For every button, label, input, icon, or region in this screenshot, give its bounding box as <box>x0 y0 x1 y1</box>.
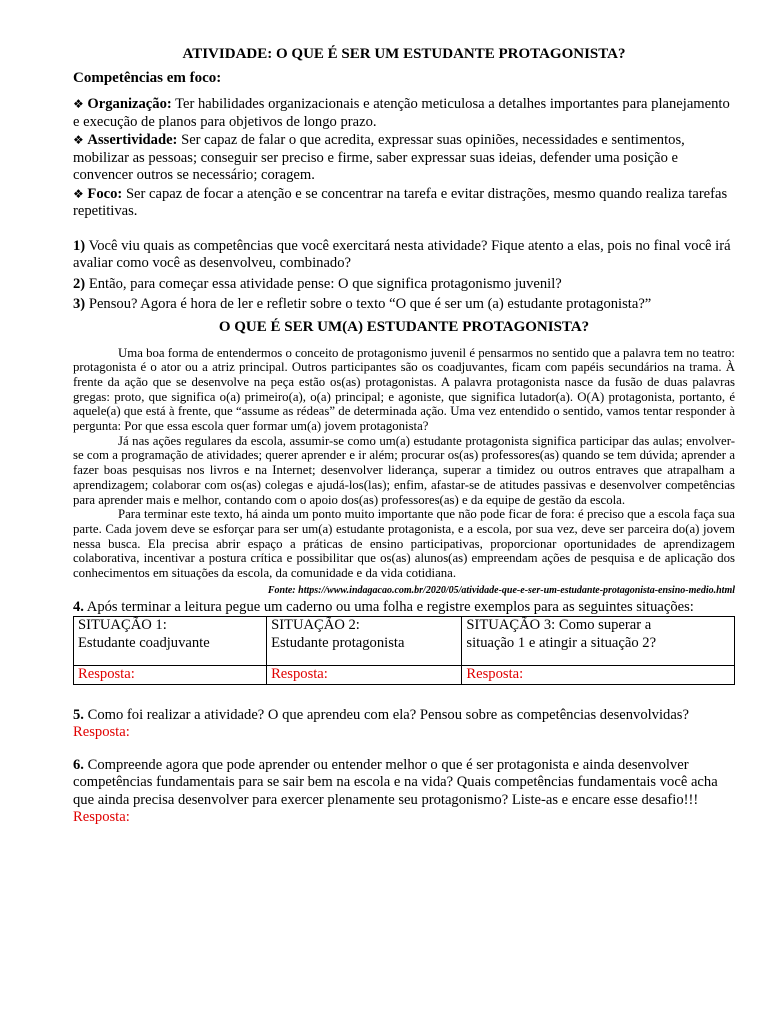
situation-2-cell <box>267 617 462 666</box>
question-2 <box>73 276 735 294</box>
question-6 <box>73 757 735 810</box>
answer-cell-1[interactable]: Resposta: <box>74 666 267 685</box>
question-number: 5. <box>73 706 84 723</box>
question-4 <box>73 599 735 617</box>
competencia-term: Foco: <box>87 185 123 202</box>
competencia-desc: Ser capaz de focar a atenção e se concentrar na tarefa e evitar distrações, mesmo quando realiza tarefas repetitivas. <box>73 185 728 219</box>
article-paragraph: Uma boa forma de entendermos o conceito de protagonismo juvenil é pensarmos no sentido que a palavra tem no teatro: protagonista é o ator ou a atriz principal. Outros participantes são os coadjuvantes, ficam com papéis secundários na trama. À frente da ação que se desenvolve na peça estão os(as) protagonistas. A palavra protagonista nasce da fusão de duas palavras gregas: proto, que significa o(a) primeiro(a), o(a) principal; e agoniste, que significa lutador(a). O(A) protagonista, portanto, é aquele(a) que está à frente, que “assume as rédeas” de determinada ação. Uma vez entendido o sentido, vamos tentar responder à pergunta: Por que essa escola quer formar um(a) jovem protagonista? <box>73 345 735 434</box>
situation-title: SITUAÇÃO 1: <box>78 617 167 634</box>
competencia-desc: Ter habilidades organizacionais e atenção meticulosa a detalhes importantes para planejamento e execução de planos para objetivos de longo prazo. <box>73 96 730 130</box>
article-paragraph: Para terminar este texto, há ainda um ponto muito importante que não pode ficar de fora: é preciso que a escola faça sua parte. Cada jovem deve se esforçar para ser um(a) estudante protagonista, e a escola, por sua vez, deve ser parceira do(a) jovem nessa busca. Ela precisa abrir espaço a práticas de ensino participativas, proporcionar oportunidades de aprendizagem colaborativa, incentivar a postura crítica e possibilitar que os(as) alunos(as) empreendam ações de pesquisa e de aplicação dos conhecimentos em situações da escola, da comunidade e da vida cotidiana. <box>73 507 735 581</box>
answer-label-5[interactable]: Resposta: <box>73 724 130 741</box>
question-5 <box>73 707 735 725</box>
answer-label-6[interactable]: Resposta: <box>73 809 130 826</box>
question-number: 4. <box>73 598 84 615</box>
question-number: 3) <box>73 296 86 312</box>
article-source: Fonte: https://www.indagacao.com.br/2020/05/atividade-que-e-ser-um-estudante-protagonista-ensino-medio.html <box>267 584 735 596</box>
competencia-term: Assertividade: <box>87 132 178 148</box>
situation-desc: situação 1 e atingir a situação 2? <box>466 634 657 651</box>
question-text: Pensou? Agora é hora de ler e refletir sobre o texto “O que é ser um (a) estudante protagonista?” <box>88 296 652 312</box>
competencia-desc: Ser capaz de falar o que acredita, expressar suas opiniões, necessidades e sentimentos, mobilizar as pessoas; conseguir ser preciso e firme, saber expressar suas ideias, defender uma posição e convencer outros se necessário; coragem. <box>73 132 685 183</box>
situation-desc: Estudante protagonista <box>271 634 405 651</box>
question-number: 1) <box>73 237 86 254</box>
competencia-foco <box>73 186 735 221</box>
diamond-bullet-icon: ❖ <box>73 133 84 147</box>
question-text: Então, para começar essa atividade pense: O que significa protagonismo juvenil? <box>88 275 562 292</box>
question-3 <box>73 296 735 314</box>
situation-1-cell <box>74 617 267 666</box>
competencia-organizacao <box>73 96 735 131</box>
situation-title: SITUAÇÃO 2: <box>271 617 360 634</box>
question-text: Como foi realizar a atividade? O que aprendeu com ela? Pensou sobre as competências desenvolvidas? <box>87 706 689 723</box>
diamond-bullet-icon: ❖ <box>73 186 84 201</box>
situation-desc: Estudante coadjuvante <box>78 634 210 651</box>
question-text: Você viu quais as competências que você exercitará nesta atividade? Fique atento a elas, pois no final você irá avaliar como você as desenvolveu, combinado? <box>73 237 731 271</box>
situations-table <box>73 616 735 685</box>
competencia-term: Organização: <box>87 96 172 112</box>
diamond-bullet-icon: ❖ <box>73 97 84 111</box>
question-number: 2) <box>73 275 86 292</box>
question-1 <box>73 238 735 273</box>
article-title: O QUE É SER UM(A) ESTUDANTE PROTAGONISTA? <box>218 318 590 335</box>
answer-cell-3[interactable]: Resposta: <box>462 666 735 685</box>
article-paragraph: Já nas ações regulares da escola, assumir-se como um(a) estudante protagonista significa participar das aulas; envolver-se com a programação de atividades; querer aprender e ir além; procurar os(as) professores(as) quando se tem dúvida; aprender a fazer boas pesquisas nos livros e na Internet; desenvolver liderança, superar a timidez ou outros entraves que atrapalham a aprendizagem; colaborar com os(as) colegas e ajudá-los(las); enfim, afastar-se de atitudes passivas e desenvolver competências para aprender mais e melhor, contando com o apoio dos(as) professores(as) e da equipe de gestão da escola. <box>73 433 735 507</box>
worksheet-page <box>73 46 735 827</box>
competencia-assertividade <box>73 132 735 185</box>
competencias-heading: Competências em foco: <box>73 70 222 86</box>
question-number: 6. <box>73 756 84 773</box>
situation-3-cell <box>462 617 735 666</box>
question-text: Compreende agora que pode aprender ou entender melhor o que é ser protagonista e ainda desenvolver competências fundamentais para se sair bem na escola e na vida? Quais competências fundamentais você acha que ainda precisa desenvolver para exercer plenamente seu protagonismo? Liste-as e encare esse desafio!!! <box>73 756 718 808</box>
question-text: Após terminar a leitura pegue um caderno ou uma folha e registre exemplos para as seguintes situações: <box>86 598 694 615</box>
answer-cell-2[interactable]: Resposta: <box>267 666 462 685</box>
page-title: ATIVIDADE: O QUE É SER UM ESTUDANTE PROTAGONISTA? <box>182 46 626 62</box>
situation-title: SITUAÇÃO 3: Como superar a <box>466 617 652 634</box>
